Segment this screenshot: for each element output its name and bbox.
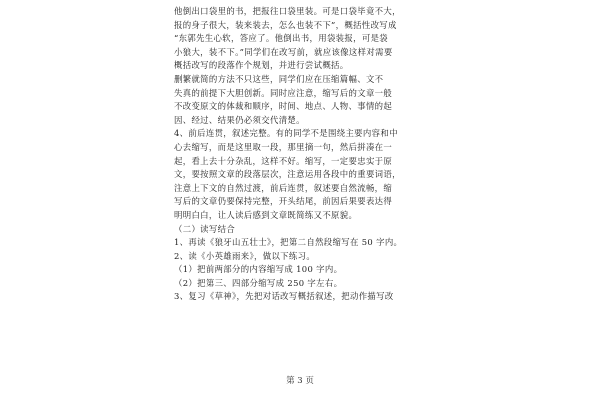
exercise-item-3: 3、复习《草神》，先把对话改写概括叙述，把动作描写改 — [174, 291, 394, 302]
text-line: 小狼大，装不下。”同学们在改写前，就应该像这样对需要 — [174, 46, 393, 57]
text-line: 明明白白，让人读后感到文章既简练又不原貌。 — [174, 209, 358, 220]
exercise-subitem-2: （2）把第三、四部分缩写成 250 字左右。 — [174, 277, 343, 288]
text-line: 报的身子很大，装来装去，怎么也装不下”，概括性改写成 — [174, 19, 397, 30]
text-line: 注意上下文的自然过渡，前后连贯，叙述要自然流畅，缩 — [174, 182, 393, 193]
document-body — [174, 5, 424, 304]
text-line: 心去缩写，而是这里取一段，那里摘一句，然后拼凑在一 — [174, 141, 393, 152]
text-line: 起，看上去十分杂乱，这样不好。缩写，一定要忠实于原 — [174, 155, 393, 166]
text-line: 不改变原文的体裁和顺序，时间、地点、人物、事情的起 — [174, 101, 393, 112]
text-line: 因、经过、结果仍必须交代清楚。 — [174, 114, 305, 125]
exercise-item-2: 2、读《小英雄雨来》，做以下练习。 — [174, 250, 316, 261]
text-line: 失真的前提下大胆创新。同时应注意，缩写后的文章一般 — [174, 87, 393, 98]
text-line: 文，要按照文章的段落层次，注意运用各段中的重要词语， — [174, 169, 401, 180]
page-number: 第 3 页 — [286, 376, 314, 386]
exercise-subitem-1: （1）把前两部分的内容缩写成 100 字内。 — [174, 264, 343, 275]
section-heading-read-write: （二）读写结合 — [174, 223, 236, 234]
text-line: 写后的文章仍要保持完整，开头结尾，前因后果要表达得 — [174, 196, 393, 207]
text-line: 他倒出口袋里的书，把报往口袋里装。可是口袋毕竟不大， — [174, 6, 401, 16]
text-line: 概括改写的段落作个规划，并进行尝试概括。 — [174, 60, 349, 71]
text-line: 删繁就简的方法不只这些，同学们应在压缩篇幅、文不 — [174, 73, 384, 84]
text-line: “东郭先生心软，答应了。他倒出书，用袋装报，可是袋 — [174, 33, 389, 44]
exercise-item-1: 1、再读《狼牙山五壮士》，把第二自然段缩写在 50 字内。 — [174, 237, 403, 248]
section-heading-4: 4、前后连贯，叙述完整。有的同学不是围绕主要内容和中 — [174, 128, 398, 139]
